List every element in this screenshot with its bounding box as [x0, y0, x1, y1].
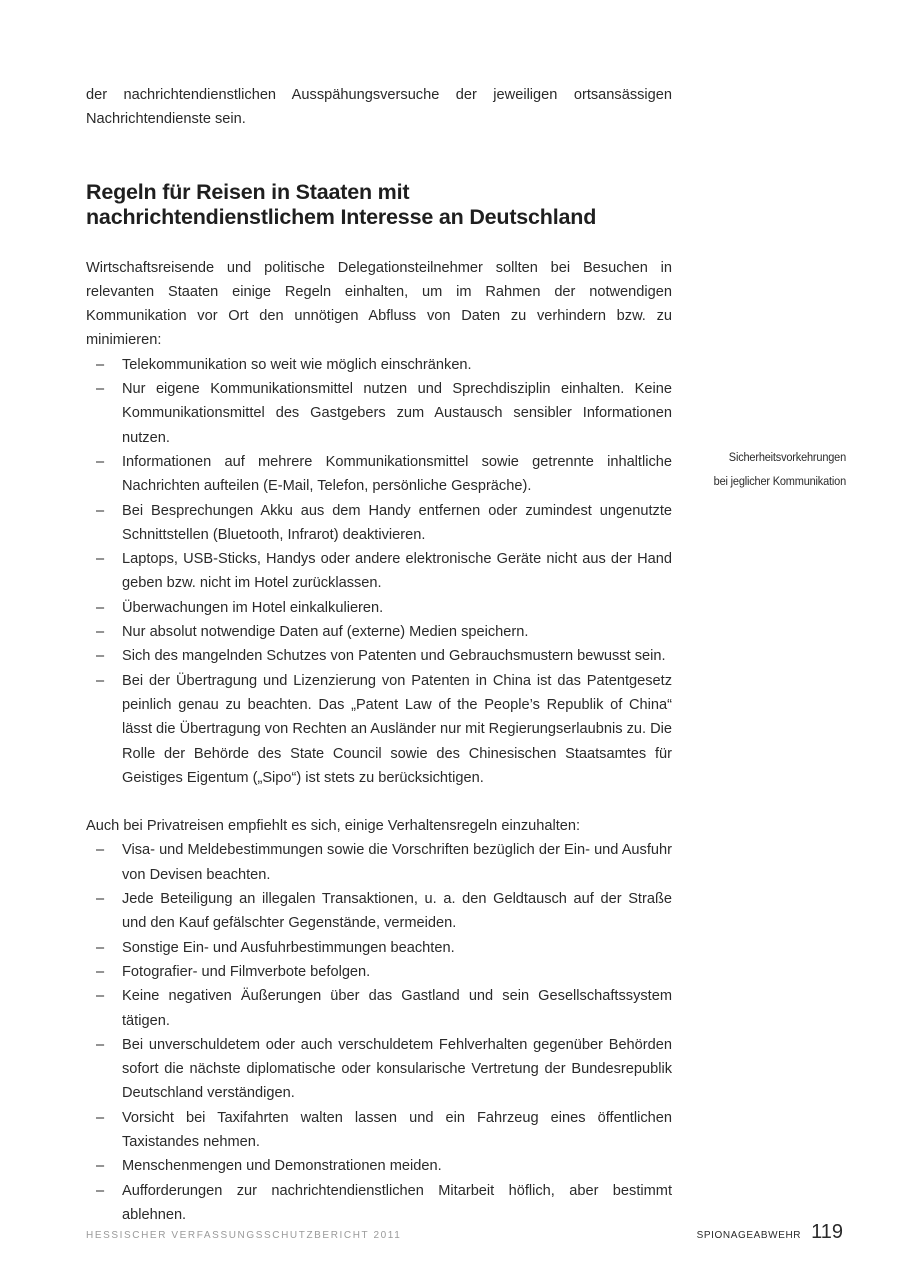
- dash-bullet: –: [96, 672, 105, 689]
- list-item-text: Laptops, USB-Sticks, Handys oder andere elektronische Geräte nicht aus der Hand geben bzw. nicht im Hotel zurücklassen.: [122, 551, 672, 592]
- spacer: [86, 790, 672, 814]
- footer-publication: HESSISCHER VERFASSUNGSSCHUTZBERICHT 2011: [86, 1230, 402, 1241]
- list-item: [86, 353, 672, 377]
- list-item-text: Menschenmengen und Demonstrationen meiden.: [122, 1158, 442, 1175]
- list-item: [86, 1106, 672, 1155]
- list-item-text: Telekommunikation so weit wie möglich einschränken.: [122, 356, 472, 373]
- dash-bullet: –: [96, 1182, 105, 1199]
- footer-right: [697, 1221, 843, 1244]
- dash-bullet: –: [96, 648, 105, 665]
- list-item-text: Aufforderungen zur nachrichtendienstlichen Mitarbeit höflich, aber bestimmt ablehnen.: [122, 1182, 672, 1223]
- main-column: [86, 83, 672, 1227]
- list-item: [86, 984, 672, 1033]
- list-item: [86, 547, 672, 596]
- list-item-text: Bei Besprechungen Akku aus dem Handy entfernen oder zumindest ungenutzte Schnittstellen (Bluetooth, Infrarot) deaktivieren.: [122, 502, 672, 543]
- list-item-text: Fotografier- und Filmverbote befolgen.: [122, 963, 371, 980]
- list-item: [86, 596, 672, 620]
- business-travel-paragraph: Wirtschaftsreisende und politische Delegationsteilnehmer sollten bei Besuchen in relevanten Staaten einige Regeln einhalten, um im Rahmen der notwendigen Kommunikation vor Ort den unnötigen Abfluss von Daten zu verhindern bzw. zu minimieren:: [86, 259, 672, 349]
- dash-bullet: –: [96, 963, 105, 980]
- dash-bullet: –: [96, 381, 105, 398]
- dash-bullet: –: [96, 1158, 105, 1175]
- list-item: [86, 1154, 672, 1178]
- private-travel-paragraph: Auch bei Privatreisen empfiehlt es sich, einige Verhaltensregeln einzuhalten:: [86, 818, 581, 835]
- margin-note-line-1: Sicherheitsvorkehrungen: [728, 450, 846, 464]
- dash-bullet: –: [96, 356, 105, 373]
- margin-note: [702, 445, 846, 493]
- business-travel-list: [86, 353, 672, 790]
- list-item-text: Jede Beteiligung an illegalen Transaktionen, u. a. den Geldtausch auf der Straße und den Kauf gefälschter Gegenstände, vermeiden.: [122, 891, 672, 932]
- list-item: [86, 1179, 672, 1228]
- list-item: [86, 960, 672, 984]
- list-item: [86, 377, 672, 450]
- heading-line-2: nachrichtendienstlichem Interesse an Deutschland: [86, 204, 597, 229]
- dash-bullet: –: [96, 599, 105, 616]
- list-item-text: Informationen auf mehrere Kommunikationsmittel sowie getrennte inhaltliche Nachrichten aufteilen (E-Mail, Telefon, persönliche Gespräche).: [122, 453, 672, 495]
- list-item: [86, 620, 672, 644]
- list-item-text: Keine negativen Äußerungen über das Gastland und sein Gesellschaftssystem tätigen.: [122, 988, 672, 1029]
- dash-bullet: –: [96, 939, 105, 956]
- dash-bullet: –: [96, 1109, 105, 1126]
- list-item: [86, 499, 672, 548]
- list-item: [86, 887, 672, 936]
- page-number: 119: [811, 1221, 843, 1243]
- list-item-text: Nur eigene Kommunikationsmittel nutzen und Sprechdisziplin einhalten. Keine Kommunikationsmittel des Gastgebers zum Austausch sensibler Informationen nutzen.: [122, 381, 672, 446]
- dash-bullet: –: [96, 502, 105, 519]
- footer-section-title: SPIONAGEABWEHR: [696, 1230, 802, 1241]
- dash-bullet: –: [96, 891, 105, 908]
- list-item-text: Vorsicht bei Taxifahrten walten lassen und ein Fahrzeug eines öffentlichen Taxistandes nehmen.: [122, 1109, 672, 1150]
- list-item-text: Sich des mangelnden Schutzes von Patenten und Gebrauchsmustern bewusst sein.: [122, 648, 666, 665]
- dash-bullet: –: [96, 842, 105, 859]
- list-item: [86, 936, 672, 960]
- list-item-text: Überwachungen im Hotel einkalkulieren.: [122, 599, 384, 616]
- section-heading: [86, 180, 672, 230]
- list-item: [86, 450, 672, 499]
- list-item-text: Bei unverschuldetem oder auch verschuldetem Fehlverhalten gegenüber Behörden sofort die nächste diplomatische oder konsularische Vertretung der Bundesrepublik Deutschland verständigen.: [122, 1036, 672, 1102]
- list-item-text: Sonstige Ein- und Ausfuhrbestimmungen beachten.: [122, 939, 455, 956]
- list-item-text: Bei der Übertragung und Lizenzierung von Patenten in China ist das Patentgesetz peinlich genau zu beachten. Das „Patent Law of the People’s Republik of China“ lässt die Übertragung von Rechten an Ausländer nur mit Regierungserlaubnis zu. Die Rolle der Behörde des State Council sowie des Chinesischen Staatsamtes für Geistiges Eigentum („Sipo“) ist stets zu berücksichtigen.: [122, 672, 673, 786]
- intro-paragraph: der nachrichtendienstlichen Ausspähungsversuche der jeweiligen ortsansässigen Nachrichtendienste sein.: [86, 87, 672, 128]
- dash-bullet: –: [96, 453, 105, 470]
- dash-bullet: –: [96, 551, 105, 568]
- private-travel-list: [86, 838, 672, 1227]
- list-item: [86, 838, 672, 887]
- dash-bullet: –: [96, 988, 105, 1005]
- dash-bullet: –: [96, 1036, 105, 1053]
- list-item: [86, 644, 672, 668]
- heading-line-1: Regeln für Reisen in Staaten mit: [86, 179, 410, 204]
- list-item: [86, 669, 672, 790]
- dash-bullet: –: [96, 624, 105, 641]
- list-item: [86, 1033, 672, 1106]
- margin-note-line-2: bei jeglicher Kommunikation: [713, 474, 846, 488]
- list-item-text: Visa- und Meldebestimmungen sowie die Vorschriften bezüglich der Ein- und Ausfuhr von Devisen beachten.: [122, 842, 672, 883]
- list-item-text: Nur absolut notwendige Daten auf (externe) Medien speichern.: [122, 624, 529, 641]
